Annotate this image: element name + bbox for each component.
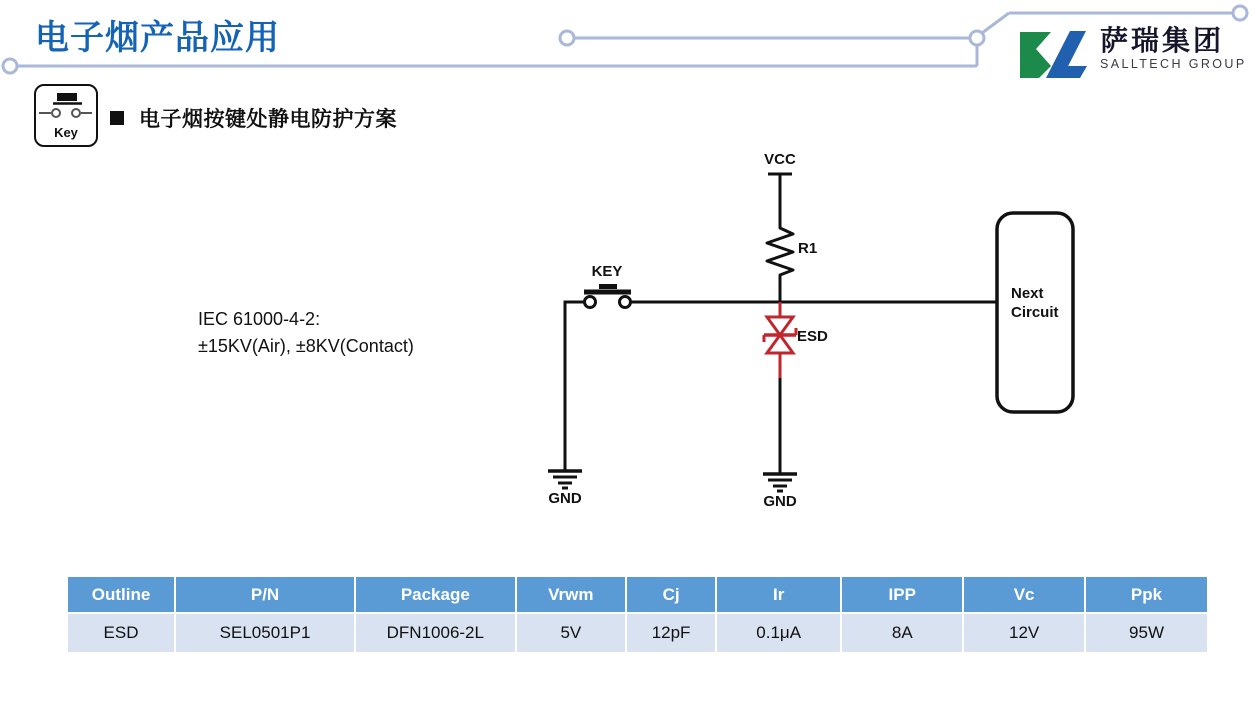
logo-company-subname: SALLTECH GROUP [1100,57,1247,71]
ground-symbol-left [548,471,582,488]
next-circuit-label-line2: Circuit [1011,304,1059,321]
square-bullet-icon [110,111,124,125]
next-circuit-label-line1: Next [1011,285,1044,302]
spec-table-cell-ir: 0.1μA [716,613,841,652]
key-switch-label: KEY [591,263,623,280]
ground-symbol-right [763,474,797,491]
spec-table-cell-cj: 12pF [626,613,716,652]
spec-table-header-outline: Outline [68,577,175,613]
spec-table-header-vc: Vc [963,577,1085,613]
company-logo-icon [1018,26,1090,78]
spec-table-header-ir: Ir [716,577,841,613]
esd-standard-note [198,306,414,360]
esd-standard-line1: IEC 61000-4-2: [198,309,321,329]
spec-table-cell-ipp: 8A [841,613,963,652]
logo-green-shape [1020,32,1051,78]
spec-table-cell-outline: ESD [68,613,175,652]
esd-diode-label: ESD [797,328,828,345]
spec-table-header-vrwm: Vrwm [516,577,626,613]
company-logo [1018,26,1247,78]
spec-table-header-pn: P/N [175,577,355,613]
spec-table-header-row [68,577,1207,613]
spec-table-cell-ppk: 95W [1085,613,1207,652]
spec-table-data-row [68,613,1207,652]
spec-table-cell-vc: 12V [963,613,1085,652]
key-switch [584,284,631,308]
esd-protection-circuit-diagram [540,145,1090,515]
gnd-right-label: GND [763,493,797,510]
esd-tvs-diode [764,302,796,378]
section-heading [110,103,397,133]
page-title: 电子烟产品应用 [35,19,280,57]
vcc-label: VCC [764,151,796,168]
spec-table-header-ppk: Ppk [1085,577,1207,613]
vcc-terminal [768,174,792,225]
logo-text [1100,26,1247,71]
spec-table-cell-pn: SEL0501P1 [175,613,355,652]
logo-company-name: 萨瑞集团 [1100,25,1225,56]
resistor-r1 [767,225,793,278]
spec-table-header-ipp: IPP [841,577,963,613]
push-button-icon [36,86,95,126]
esd-standard-line2: ±15KV(Air), ±8KV(Contact) [198,336,414,356]
spec-table [68,577,1207,652]
resistor-r1-label: R1 [798,240,818,257]
key-icon-badge [34,84,98,147]
key-icon-label: Key [54,125,78,140]
spec-table-header-package: Package [355,577,516,613]
spec-table-header-cj: Cj [626,577,716,613]
spec-table-cell-package: DFN1006-2L [355,613,516,652]
spec-table-cell-vrwm: 5V [516,613,626,652]
gnd-left-label: GND [548,490,582,507]
section-heading-text: 电子烟按键处静电防护方案 [139,108,397,131]
